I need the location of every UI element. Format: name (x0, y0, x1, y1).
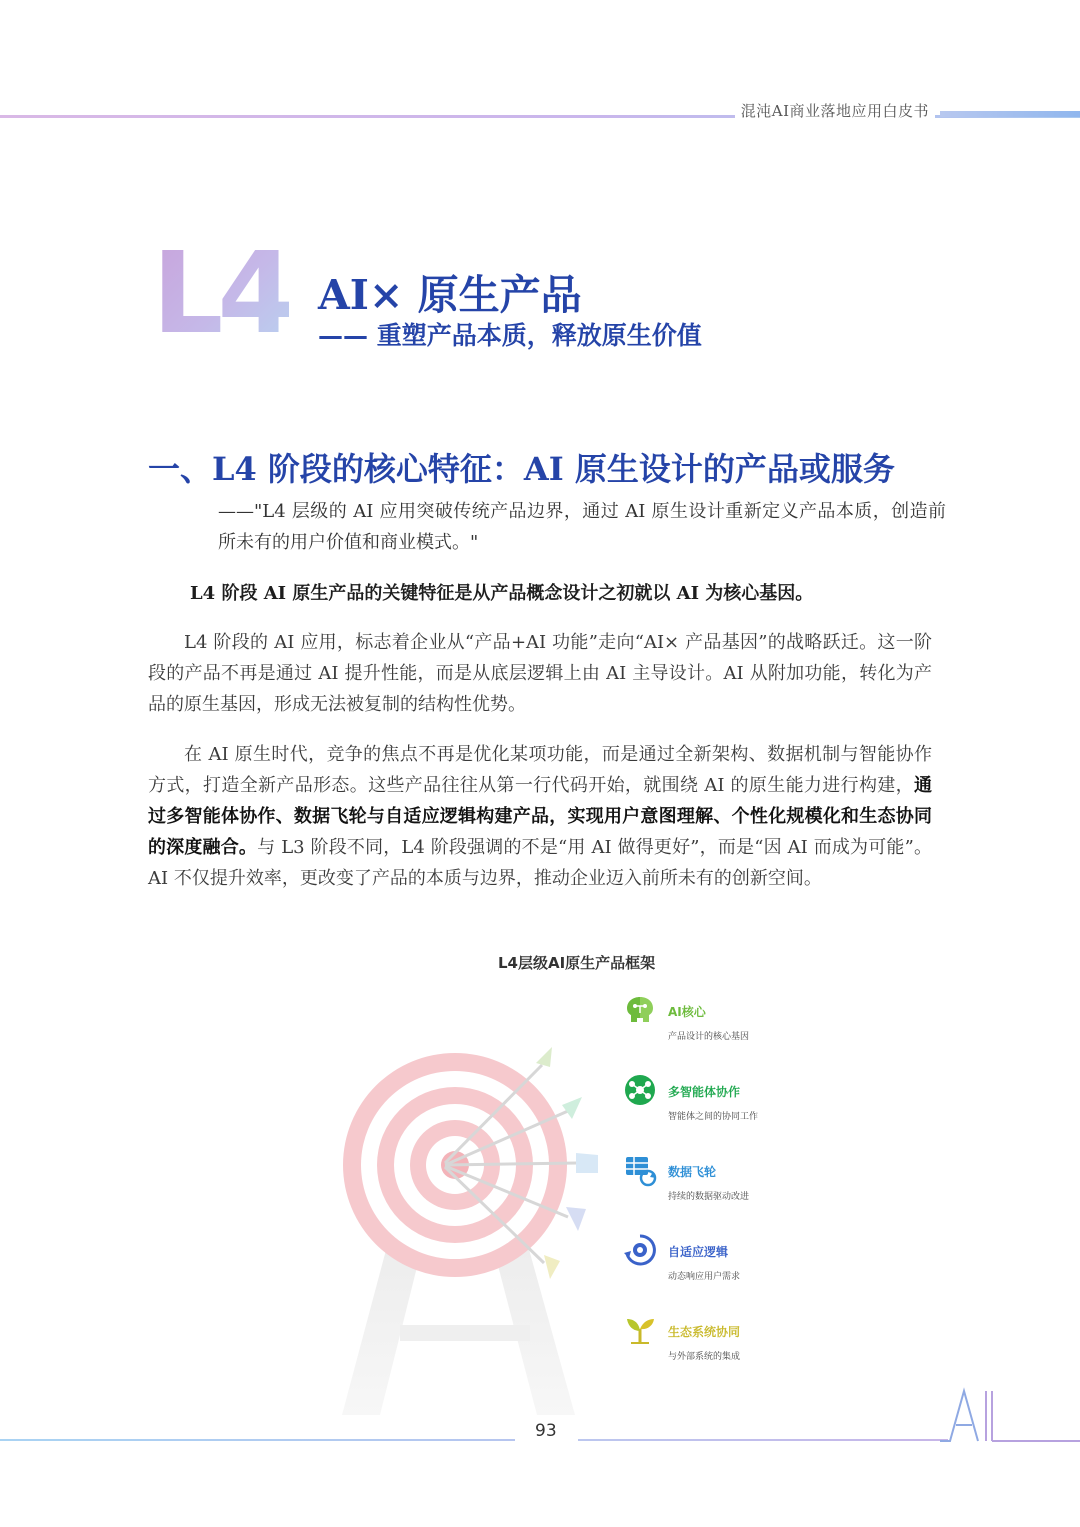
item-name: AI核心 (668, 1005, 706, 1019)
framework-item-adaptive-logic (622, 1232, 862, 1292)
chapter-title: AI× 原生产品 (318, 271, 582, 319)
sprout-icon (622, 1312, 658, 1348)
body-paragraph-1: L4 阶段的 AI 应用，标志着企业从“产品+AI 功能”走向“AI× 产品基因”的战略跃迁。这一阶段的产品不再是通过 AI 提升性能，而是从底层逻辑上由 AI 主导设计。AI 从附加功能，转化为产品的原生基因，形成无法被复制的结构性优势。 (148, 632, 932, 715)
framework-item-ai-core (622, 992, 862, 1052)
framework-item-ecosystem (622, 1312, 862, 1372)
item-description: 智能体之间的协同工作 (668, 1112, 759, 1122)
page-number: 93 (535, 1421, 557, 1441)
paragraph-2-part-1: 在 AI 原生时代，竞争的焦点不再是优化某项功能，而是通过全新架构、数据机制与智能协作方式，打造全新产品形态。这些产品往往从第一行代码开始，就围绕 AI 的原生能力进行构建， (148, 744, 932, 796)
network-icon (622, 1072, 658, 1108)
paragraph-2-part-2: 与 L3 阶段不同，L4 阶段强调的不是“用 AI 做得更好”，而是“因 AI 而成为可能”。AI 不仅提升效率，更改变了产品的本质与边界，推动企业迈入前所未有的创新空间。 (148, 837, 932, 889)
footer-rule-right (578, 1439, 948, 1441)
header-accent-bar (940, 111, 1080, 117)
figure-title: L4层级AI原生产品框架 (498, 954, 656, 972)
framework-item-data-flywheel (622, 1152, 862, 1212)
brain-icon (622, 992, 658, 1028)
framework-item-multi-agent (622, 1072, 862, 1132)
target-illustration (330, 1035, 630, 1415)
easel-crossbar (400, 1325, 530, 1341)
item-name: 生态系统协同 (668, 1325, 741, 1339)
key-statement: L4 阶段 AI 原生产品的关键特征是从产品概念设计之初就以 AI 为核心基因。 (190, 583, 814, 604)
chapter-subtitle: —— 重塑产品本质，释放原生价值 (318, 321, 702, 350)
item-description: 持续的数据驱动改进 (668, 1192, 750, 1202)
adaptive-gear-icon (622, 1232, 658, 1268)
running-header-title: 混沌AI商业落地应用白皮书 (735, 100, 935, 121)
data-cycle-icon (622, 1152, 658, 1188)
body-paragraph-2 (148, 739, 932, 894)
chapter-number: L4 (152, 229, 290, 359)
item-name: 多智能体协作 (668, 1085, 741, 1099)
item-name: 自适应逻辑 (668, 1245, 729, 1259)
footer-rule-left (0, 1439, 515, 1441)
item-name: 数据飞轮 (668, 1165, 717, 1179)
section-heading: 一、L4 阶段的核心特征：AI 原生设计的产品或服务 (148, 450, 895, 488)
item-description: 产品设计的核心基因 (668, 1032, 750, 1042)
item-description: 与外部系统的集成 (668, 1352, 741, 1362)
item-description: 动态响应用户需求 (668, 1272, 741, 1282)
ai-logo-mark (940, 1381, 1080, 1445)
paragraph-2-emphasis: 通过多智能体协作、数据飞轮与自适应逻辑构建产品，实现用户意图理解、个性化规模化和生态协同的深度融合。 (148, 775, 932, 858)
section-quote: ——"L4 层级的 AI 应用突破传统产品边界，通过 AI 原生设计重新定义产品本质，创造前所未有的用户价值和商业模式。" (218, 501, 946, 553)
